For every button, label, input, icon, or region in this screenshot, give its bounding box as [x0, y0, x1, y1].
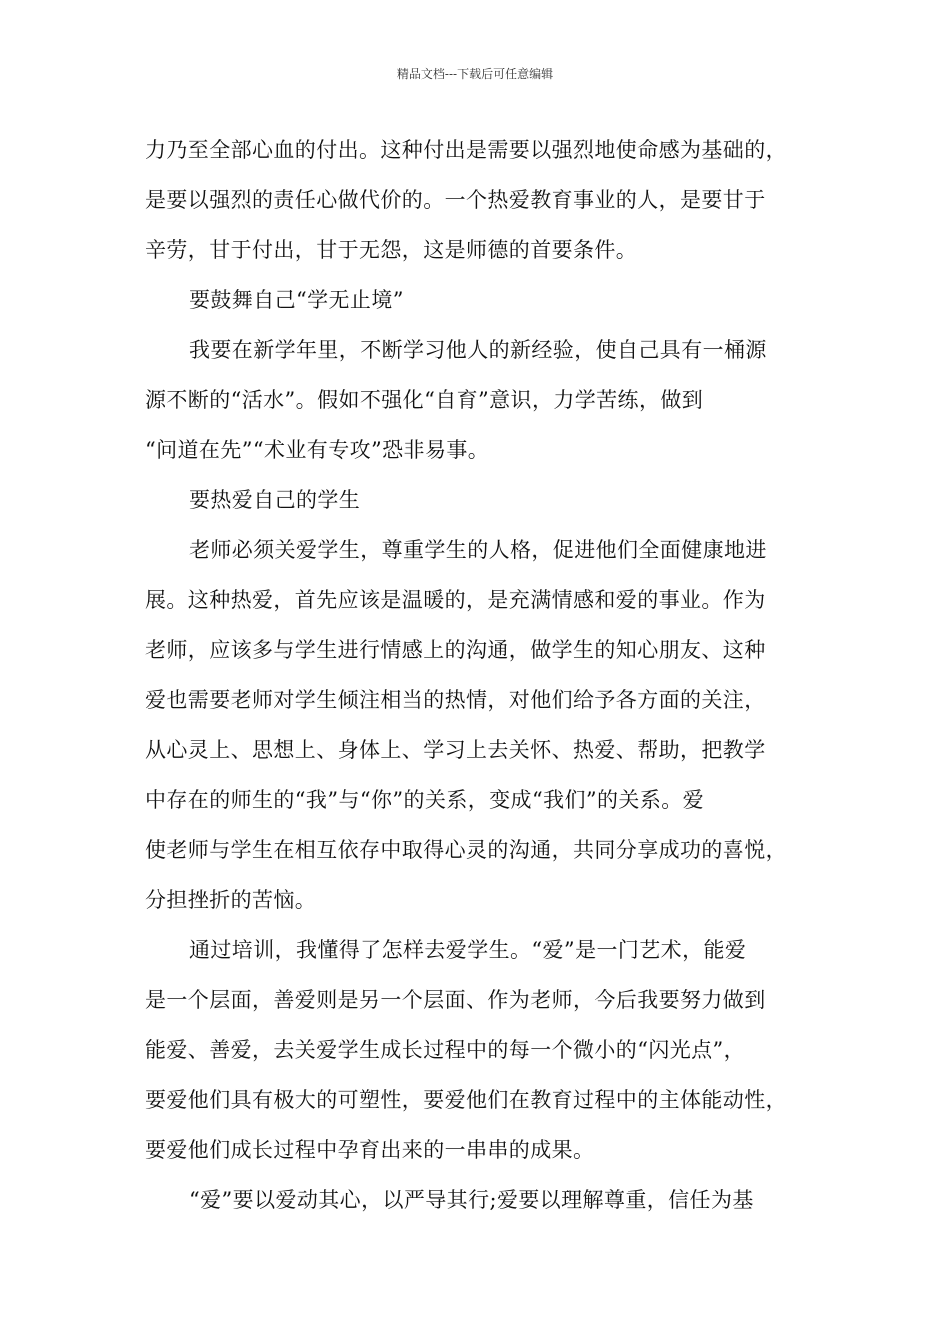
text-line: 通过培训，我懂得了怎样去爱学生。“爱”是一门艺术，能爱	[189, 938, 747, 962]
text-line: 是一个层面，善爱则是另一个层面、作为老师，今后我要努力做到	[145, 988, 766, 1012]
text-line: 是要以强烈的责任心做代价的。一个热爱教育事业的人，是要甘于	[145, 188, 766, 212]
text-line: 我要在新学年里，不断学习他人的新经验，使自己具有一桶源	[189, 338, 767, 362]
text-line: 要爱他们成长过程中孕育出来的一串串的成果。	[145, 1138, 595, 1162]
section-heading: 要鼓舞自己“学无止境”	[189, 288, 404, 312]
section-heading: 要热爱自己的学生	[189, 488, 361, 512]
text-line: “问道在先”“术业有专攻”恐非易事。	[145, 438, 490, 462]
text-line: 辛劳，甘于付出，甘于无怨，这是师德的首要条件。	[145, 238, 638, 262]
text-line: 展。这种热爱，首先应该是温暖的，是充满情感和爱的事业。作为	[145, 588, 766, 612]
text-line: 中存在的师生的“我”与“你”的关系，变成“我们”的关系。爱	[145, 788, 705, 812]
text-line: 源不断的“活水”。假如不强化“自育”意识，力学苦练，做到	[145, 388, 704, 412]
text-line: “爱”要以爱动其心，以严导其行;爱要以理解尊重，信任为基	[189, 1188, 754, 1212]
text-line: 爱也需要老师对学生倾注相当的热情，对他们给予各方面的关注，	[145, 688, 766, 712]
text-line: 力乃至全部心血的付出。这种付出是需要以强烈地使命感为基础的，	[145, 138, 787, 162]
text-line: 分担挫折的苦恼。	[145, 888, 317, 912]
text-line: 能爱、善爱，去关爱学生成长过程中的每一个微小的“闪光点”，	[145, 1038, 746, 1062]
text-line: 使老师与学生在相互依存中取得心灵的沟通，共同分享成功的喜悦，	[145, 838, 787, 862]
text-line: 要爱他们具有极大的可塑性，要爱他们在教育过程中的主体能动性，	[145, 1088, 787, 1112]
text-line: 老师必须关爱学生，尊重学生的人格，促进他们全面健康地进	[189, 538, 767, 562]
text-line: 从心灵上、思想上、身体上、学习上去关怀、热爱、帮助，把教学	[145, 738, 766, 762]
page-header: 精品文档---下载后可任意编辑	[396, 67, 554, 81]
text-line: 老师，应该多与学生进行情感上的沟通，做学生的知心朋友、这种	[145, 638, 766, 662]
